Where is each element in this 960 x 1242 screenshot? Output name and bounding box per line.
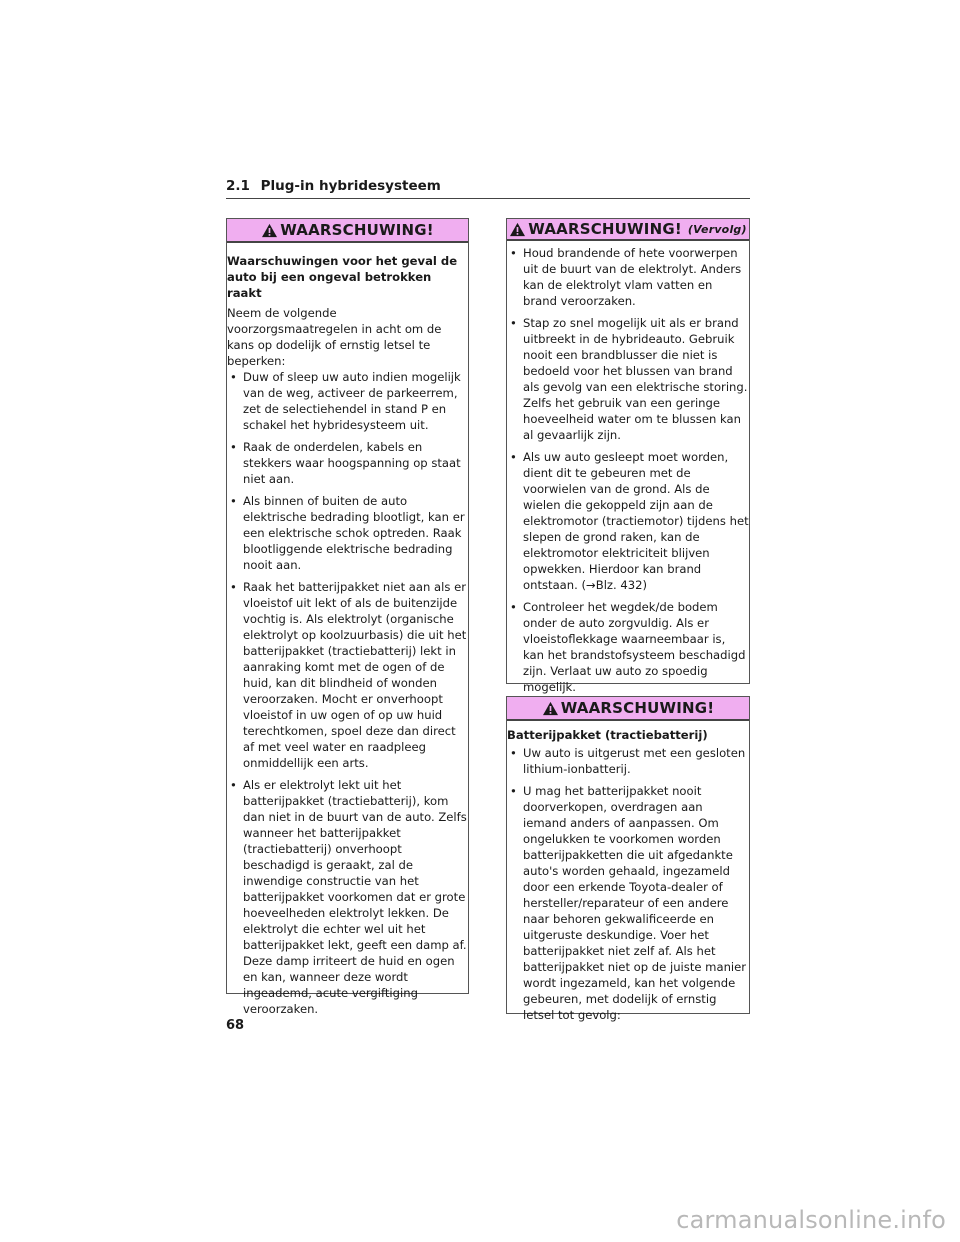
page-number: 68 [226, 1018, 245, 1033]
warning-box-right [506, 696, 750, 1022]
list-item: • Houd brandende of hete voorwerpen uit de buurt van de elektrolyt. Anders kan de elektrolyt vlam vatten en brand veroorzaken. [507, 245, 749, 309]
list-item: • U mag het batterijpakket nooit doorverkopen, overdragen aan iemand anders of aanpassen. Om ongelukken te voorkomen worden batterijpakketten die uit afgedankte auto's worden gehaald, ingezameld door een erkende Toyota-dealer of hersteller/reparateur of een andere naar behoren gekwalificeerde en uitgeruste deskundige. Voer het batterijpakket niet zelf af. Als het batterijpakket niet op de juiste manier wordt ingezameld, kan het volgende gebeuren, met dodelijk of ernstig letsel tot gevolg: [507, 783, 749, 1023]
warning-list [507, 245, 749, 695]
warning-body [227, 243, 468, 1029]
list-item: • Uw auto is uitgerust met een gesloten lithium-ionbatterij. [507, 745, 749, 777]
list-item: • Als uw auto gesleept moet worden, dient dit te gebeuren met de voorwielen van de grond. Als de wielen die gekoppeld zijn aan de elektromotor (tractiemotor) tijdens het slepen de grond raken, kan de elektromotor elektriciteit blijven opwekken. Hierdoor kan brand ontstaan. (→Blz. 432) [507, 449, 749, 593]
section-number: 2.1 [226, 178, 250, 194]
warning-box-left [226, 218, 469, 1016]
section-title: Plug-in hybridesysteem [260, 178, 441, 194]
warning-box-right-continued [506, 218, 750, 694]
list-item: • Controleer het wegdek/de bodem onder de auto zorgvuldig. Als er vloeistoflekkage waarneembaar is, kan het brandstofsysteem beschadigd zijn. Verlaat uw auto zo spoedig mogelijk. [507, 599, 749, 695]
warning-subhead: Waarschuwingen voor het geval de auto bij een ongeval betrokken raakt [227, 254, 458, 300]
warning-intro: Neem de volgende voorzorgsmaatregelen in acht om de kans op dodelijk of ernstig letsel te beperken: [227, 306, 442, 368]
list-item: • Als er elektrolyt lekt uit het batterijpakket (tractiebatterij), kom dan niet in de buurt van de auto. Zelfs wanneer het batterijpakket (tractiebatterij) onverhoopt beschadigd is geraakt, zal de inwendige constructie van het batterijpakket voorkomen dat er grote hoeveelheden elektrolyt lekken. De elektrolyt die echter wel uit het batterijpakket lekt, geeft een damp af. Deze damp irriteert de huid en ogen en kan, wanneer deze wordt ingeademd, acute vergiftiging veroorzaken. [227, 777, 468, 1017]
warning-list [507, 745, 749, 1023]
warning-header [507, 219, 749, 241]
warning-header [227, 219, 468, 243]
warning-triangle-icon [542, 701, 559, 716]
list-item: • Raak de onderdelen, kabels en stekkers waar hoogspanning op staat niet aan. [227, 439, 468, 487]
warning-list [227, 369, 468, 1017]
warning-header [507, 697, 749, 721]
warning-title: WAARSCHUWING! [560, 699, 715, 717]
warning-body [507, 241, 749, 707]
warning-title: WAARSCHUWING! [280, 221, 434, 239]
warning-triangle-icon [509, 222, 526, 237]
section-header [226, 178, 750, 199]
list-item: • Als binnen of buiten de auto elektrische bedrading blootligt, kan er een elektrische schok optreden. Raak blootliggende elektrische bedrading nooit aan. [227, 493, 468, 573]
continued-label: (Vervolg) [687, 222, 747, 236]
watermark: carmanualsonline.info [676, 1206, 946, 1234]
warning-subhead: Batterijpakket (tractiebatterij) [507, 728, 708, 742]
list-item: • Raak het batterijpakket niet aan als er vloeistof uit lekt of als de buitenzijde vochtig is. Als elektrolyt (organische elektrolyt op koolzuurbasis) die uit het batterijpakket (tractiebatterij) lekt in aanraking komt met de ogen of de huid, kan dit blindheid of wonden veroorzaken. Mocht er onverhoopt vloeistof in uw ogen of op uw huid terechtkomen, spoel deze dan direct af met veel water en raadpleeg onmiddellijk een arts. [227, 579, 468, 771]
list-item: • Stap zo snel mogelijk uit als er brand uitbreekt in de hybrideauto. Gebruik nooit een brandblusser die niet is bedoeld voor het blussen van brand als gevolg van een elektrische storing. Zelfs het gebruik van een geringe hoeveelheid water om te blussen kan al gevaarlijk zijn. [507, 315, 749, 443]
list-item: • Duw of sleep uw auto indien mogelijk van de weg, activeer de parkeerrem, zet de selectiehendel in stand P en schakel het hybridesysteem uit. [227, 369, 468, 433]
warning-title: WAARSCHUWING! [528, 220, 682, 238]
warning-triangle-icon [261, 223, 278, 238]
warning-body [507, 721, 749, 1035]
